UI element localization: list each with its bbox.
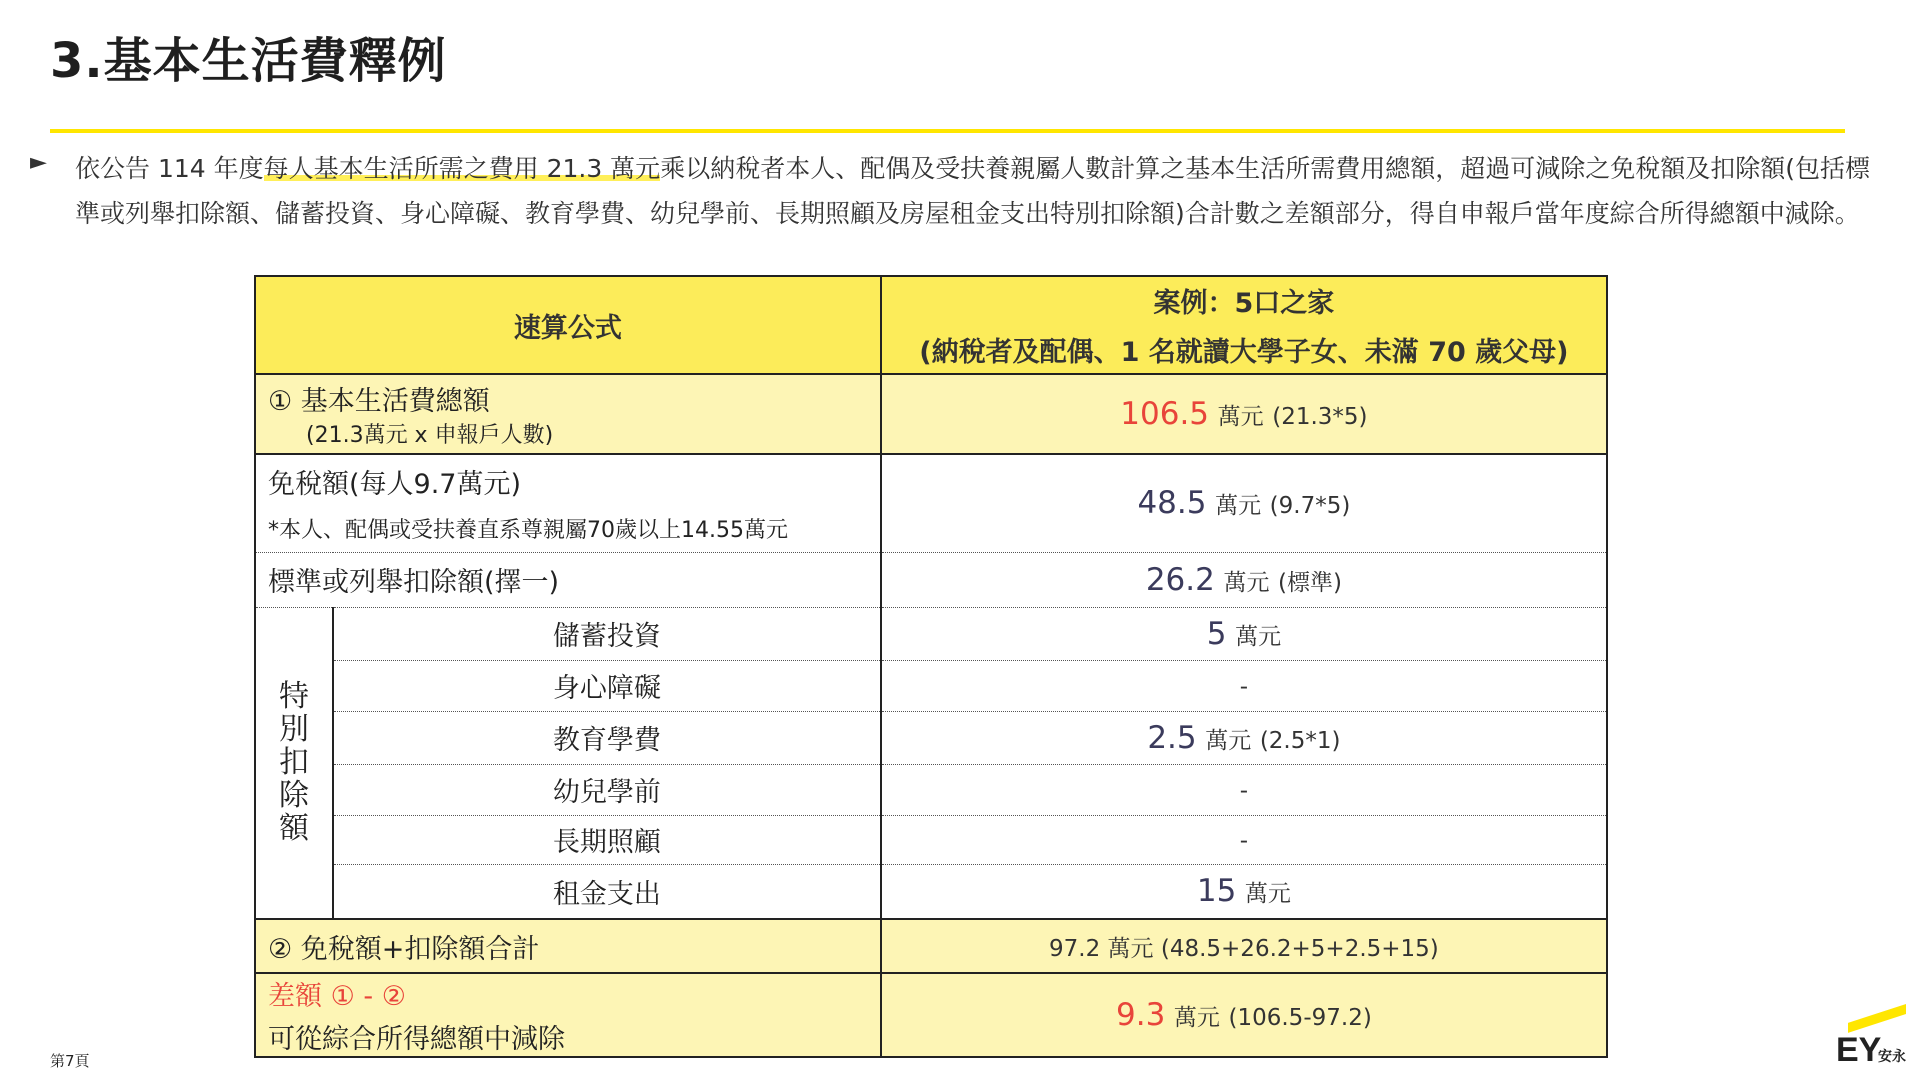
page-title: 3.基本生活費釋例 [50,33,447,89]
special-label-0: 儲蓄投資 [333,607,881,660]
diff-label: 差額 ① - ② [268,981,406,1012]
row2-label: 免稅額(每人9.7萬元) [268,469,522,501]
table-row [255,815,1607,864]
logo-accent-bar [1848,1004,1906,1033]
row2-note: (9.7*5) [1269,493,1351,520]
special-char: 特 [278,679,309,715]
table-row [255,973,1607,1057]
table-row [255,660,1607,711]
page-number: 第7頁 [50,1052,90,1070]
table-row [255,919,1607,973]
table-row [255,552,1607,607]
special-char: 扣 [278,745,309,781]
table-header-row [255,276,1607,374]
row3-label: 標準或列舉扣除額(擇一) [255,552,881,607]
special-unit-5: 萬元 [1244,881,1291,908]
special-value-0: 5 [1206,615,1227,652]
special-unit-0: 萬元 [1235,623,1282,650]
header-case [881,276,1607,374]
ey-logo [1836,1004,1906,1072]
row2-sub: *本人、配偶或受扶養直系尊親屬70歲以上14.55萬元 [268,518,788,544]
row1-unit: 萬元 [1217,404,1264,430]
special-note-2: (2.5*1) [1259,727,1341,754]
special-value-1: - [1239,674,1249,700]
special-value-5: 15 [1196,873,1237,910]
special-char: 額 [278,811,309,847]
header-case-line2: (納稅者及配偶、1 名就讀大學子女、未滿 70 歲父母) [919,337,1569,368]
paragraph-post: 乘以納稅者本人、配偶及受扶養親屬人數計算之基本生活所需費用總額，超過可減除之免稅額及扣除額(包括標準或列舉扣除額、儲蓄投資、身心障礙、教育學費、幼兒學前、長期照顧及房屋租金支出特別扣除額)合計數之差額部分，得自申報戶當年度綜合所得總額中減除。 [75,154,1870,228]
row3-note: (標準) [1278,569,1342,596]
row1-label [268,379,868,418]
special-value-3: - [1239,778,1249,804]
paragraph-pre: 依公告 114 年度 [75,154,264,183]
logo-text: EY [1836,1031,1882,1069]
total-value: 97.2 萬元 (48.5+26.2+5+2.5+15) [1049,935,1439,962]
total-label: ② 免稅額+扣除額合計 [255,919,881,973]
special-unit-2: 萬元 [1205,727,1252,754]
special-value-2: 2.5 [1147,719,1197,756]
row3-value: 26.2 [1145,561,1215,598]
intro-paragraph [75,146,1875,236]
special-label-3: 幼兒學前 [333,764,881,815]
table-row [255,711,1607,764]
row1-label-text: ① 基本生活費總額 [268,386,490,417]
diff-value: 9.3 [1116,997,1166,1033]
special-char: 別 [278,712,309,748]
calculation-table [254,275,1608,1058]
special-char: 除 [278,778,309,814]
logo-subtext: 安永 [1878,1049,1906,1065]
row1-sub: (21.3萬元 x 申報戶人數) [306,423,554,448]
special-label-4: 長期照顧 [333,815,881,864]
special-label-2: 教育學費 [333,711,881,764]
bullet-marker: ► [30,150,47,175]
row2-unit: 萬元 [1215,493,1262,520]
table-row [255,374,1607,454]
table-row [255,764,1607,815]
special-deduction-label [255,607,333,919]
row1-value: 106.5 [1120,396,1210,432]
header-formula: 速算公式 [255,276,881,374]
paragraph-highlight: 每人基本生活所需之費用 21.3 萬元 [263,154,661,183]
row2-value: 48.5 [1137,485,1207,522]
diff-sub: 可從綜合所得總額中減除 [268,1024,565,1055]
table-row [255,454,1607,552]
row3-unit: 萬元 [1223,569,1270,596]
diff-note: (106.5-97.2) [1228,1005,1372,1031]
row1-note: (21.3*5) [1272,404,1368,430]
special-value-4: - [1239,828,1249,854]
special-label-1: 身心障礙 [333,660,881,711]
special-label-5: 租金支出 [333,864,881,919]
header-case-line1: 案例：5口之家 [1153,288,1335,319]
table-row [255,864,1607,919]
title-underline [50,129,1845,133]
table-row [255,607,1607,660]
diff-unit: 萬元 [1173,1005,1220,1031]
